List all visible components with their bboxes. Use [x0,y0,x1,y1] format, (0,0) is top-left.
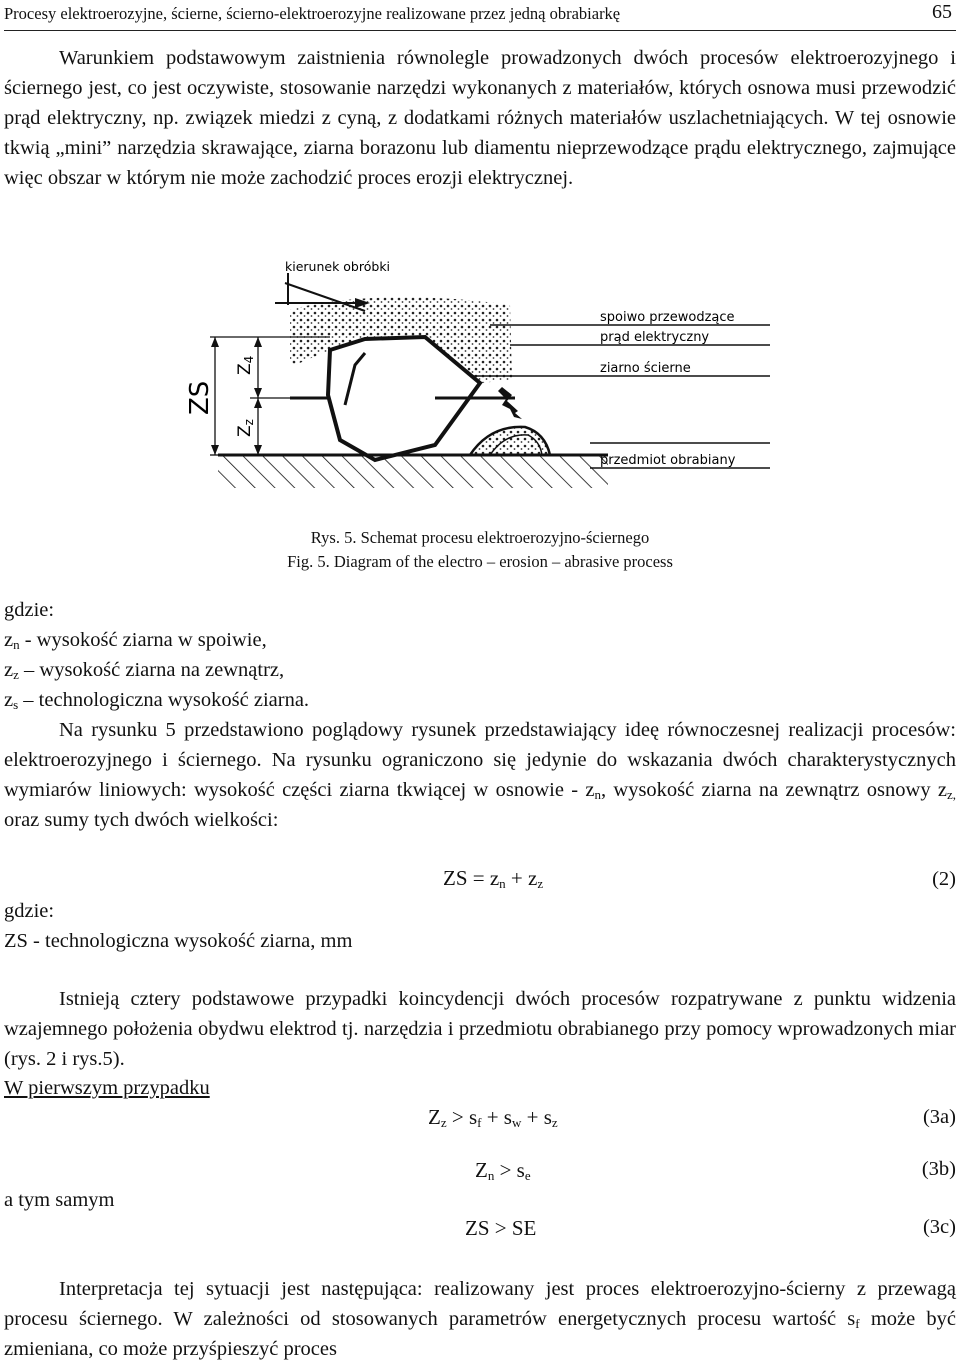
label-workpiece: przedmiot obrabiany [600,453,736,468]
equation-3a-number: (3a) [922,1106,956,1128]
label-zs: ZS [185,380,215,415]
equation-2: ZS = $z_n + z_z$ [443,866,544,891]
equation-3a: $Z_z > s_f + s_w + s_z$ [428,1105,558,1130]
equation-3c-number: (3c) [922,1216,956,1238]
where-label-2: gdzie: [4,900,55,922]
paragraph-3: Istnieją cztery podstawowe przypadki koincydencji dwóch procesów rozpatrywane z punktu widzenia wzajemnego położenia obydwu elektrod tj. narzędzia i przedmiotu obrabianego przy pomocy wprowadzonych miar (rys. 2 i rys.5). [4,988,956,1070]
process-diagram [180,255,780,510]
running-header [4,0,956,31]
label-binder: spoiwo przewodzące [600,310,735,325]
label-zz [235,419,256,437]
paragraph-1: Warunkiem podstawowym zaistnienia równolegle prowadzonych dwóch procesów elektroerozyjnego i ściernego jest, co jest oczywiste, stosowanie narzędzi wykonanych z materiałów, których osnowa musi przewodzić prąd elektryczny, np. związek miedzi z cyną, z dodatkami różnych materiałów uszlachetniających. W tej osnowie tkwią „mini” narzędzia skrawające, ziarna borazonu lub diamentu nieprzewodzące prądu elektrycznego, zajmujące więc obszar w którym nie może zachodzić proces erozji elektrycznej. [4,47,956,189]
equation-3c: ZS > SE [465,1216,537,1240]
also-label: a tym samym [4,1189,115,1211]
svg-text:Zz: Zz [235,419,256,437]
header-title: Procesy elektroerozyjne, ścierne, ścierno-elektroerozyjne realizowane przez jedną obrabiarkę [4,4,621,23]
label-current: prąd elektryczny [600,330,710,345]
label-grain: ziarno ścierne [600,361,691,376]
def-ZS: ZS - technologiczna wysokość ziarna, mm [4,930,353,952]
paragraph-2: Na rysunku 5 przedstawiono poglądowy rysunek przedstawiający ideę równoczesnej realizacji procesów: elektroerozyjnego i ściernego. Na rysunku ograniczono się jedynie do wskazania dwóch charakterystycznych wymiarów liniowych: wysokość części ziarna tkwiącej w osnowie - $z_n$, wysokość ziarna na zewnątrz osnowy $z_{z,}$ oraz sumy tych dwóch wielkości: [4,719,956,831]
where-label: gdzie: [4,599,55,621]
figure-caption-en: Fig. 5. Diagram of the electro – erosion – abrasive process [287,552,673,571]
label-direction: kierunek obróbki [285,259,391,274]
page-number: 65 [932,1,952,23]
equation-2-number: (2) [932,868,956,890]
workpiece [218,455,608,488]
label-zn [235,356,256,375]
erosion-crater [470,427,550,455]
equation-3b: $Z_n > s_e$ [475,1158,531,1183]
electric-spark-icon [498,387,522,419]
figure-caption-pl: Rys. 5. Schemat procesu elektroerozyjno-ściernego [310,528,650,547]
paragraph-4: Interpretacja tej sytuacji jest następująca: realizowany jest proces elektroerozyjno-ścierny z przewagą procesu ściernego. W zależności od stosowanych parametrów energetycznych procesu wartość $s_f$ może być zmieniana, co może przyśpieszyć proces [4,1278,957,1360]
def-zs: $z_s$ – technologiczna wysokość ziarna. [4,689,310,712]
case-1-heading: W pierwszym przypadku [4,1077,210,1099]
equation-3b-number: (3b) [921,1158,956,1180]
svg-text:Z4: Z4 [235,355,256,375]
def-zn: $z_n$ - wysokość ziarna w spoiwie, [4,629,267,652]
def-zz: $z_z$ – wysokość ziarna na zewnątrz, [4,659,285,682]
